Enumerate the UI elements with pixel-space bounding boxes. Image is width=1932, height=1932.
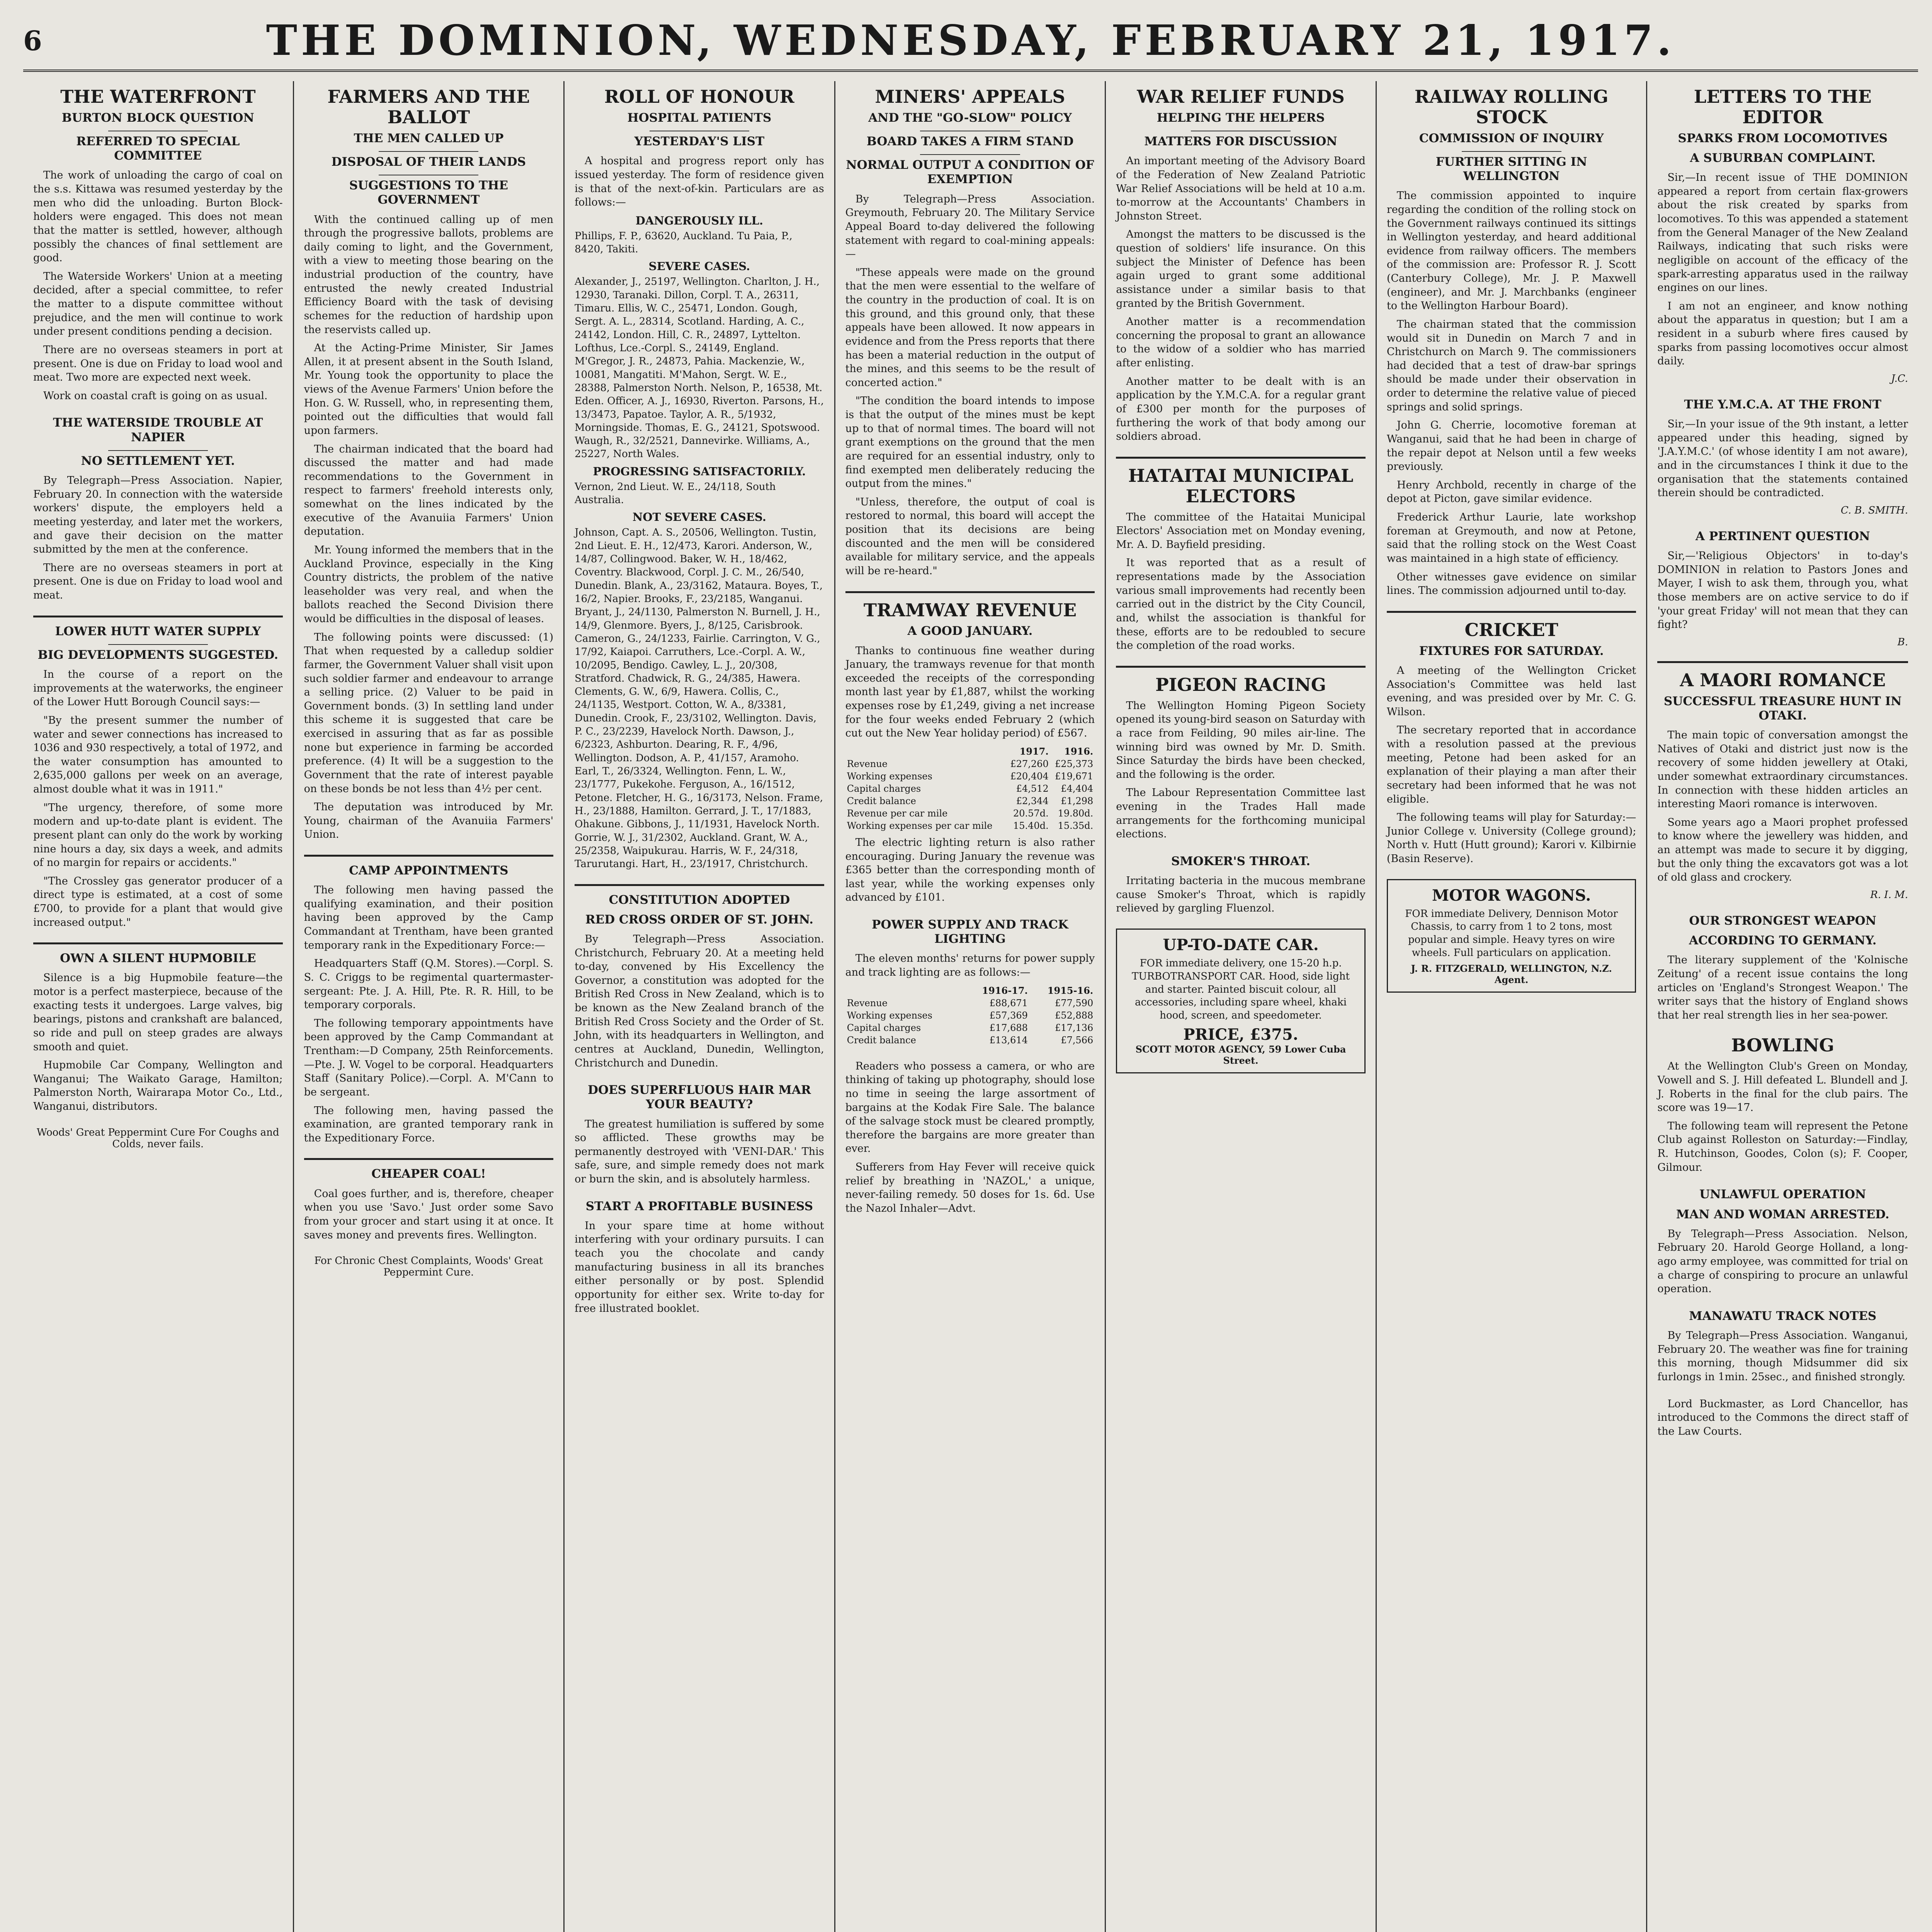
headline: THE WATERFRONT [60,86,256,107]
table-cell: Credit balance [847,795,916,806]
article-miners-appeals [845,87,1095,578]
ad-text: FOR immediate delivery, one 15-20 h.p. TURBOTRANSPORT CAR. Hood, side light and starter. Painted biscuit colour, all accessories, including spare wheel, khaki hood, screen, and speedometer. [1132,957,1350,1022]
subheadline: RED CROSS ORDER OF ST. JOHN. [585,912,814,927]
table-cell: Revenue per car mile [847,808,948,819]
article-smokers-throat [1116,854,1366,915]
ad-headline: UP-TO-DATE CAR. [1163,936,1319,954]
article-war-relief [1116,87,1366,444]
table-row [845,807,1095,820]
table-row [845,770,1095,782]
paragraph: Sir,—In recent issue of THE DOMINION appeared a report from certain flax-growers about the risk created by sparks from locomotives. To this was appended a statement from the General Manager of the New Zealand Railways, indicating that such risks were negligible on account of the efficacy of the spark-arresting apparatus used in the railway engines on our lines. [1657,172,1908,294]
paragraph: The following points were discussed: (1) That when requested by a calledup soldier farmer, the Government Valuer shall visit upon such soldier farmer and endeavour to arrange a selling price. (2) Valuer to be paid in Government bonds. (3) In settling land under this scheme it is suggested that care be exercised in assuring that as far as possible none but experience in farming be accorded preference. (4) It will be a suggestion to the Government that the rate of interest payable on these bonds be not less than 4½ per cent. [304,631,554,795]
paragraph: The following men, having passed the examination, are granted temporary rank in the Expeditionary Force. [304,1104,554,1144]
table-header [845,984,964,997]
section-rule [1116,666,1366,668]
article-camp-appointments [304,864,554,1145]
headline: OWN A SILENT HUPMOBILE [60,951,256,966]
revenue-table [845,745,1095,832]
table-row [845,782,1095,795]
paragraph: Amongst the matters to be discussed is the question of soldiers' life insurance. On this subject the Minister of Defence has been again urged to grant some additional assistance under a similar basis to that granted by the British Government. [1116,228,1366,310]
paragraph: John G. Cherrie, locomotive foreman at Wanganui, said that he had been in charge of the repair depot at Nelson until a few weeks previously. [1386,419,1636,473]
page-number: 6 [23,24,42,57]
paragraph: Mr. Young informed the members that in the Auckland Province, especially in the King Country districts, the problem of the native leaseholder was very real, and when the ballots reached the Second Division there would be difficulties in the disposal of leases. [304,544,554,625]
table-row [845,1034,1095,1046]
paragraph: The Labour Representation Committee last evening in the Trades Hall made arrangements for the forthcoming municipal elections. [1116,787,1366,840]
article-strongest-weapon [1657,914,1908,1022]
table-row [845,820,1095,832]
article-waterfront [33,87,283,403]
signature: R. I. M. [1870,889,1908,901]
paragraph: The main topic of conversation amongst the Natives of Otaki and district just now is the recovery of some hidden jewellery at Otaki, under somewhat extraordinary circumstances. In connection with these hidden articles an interesting Maori romance is interwoven. [1657,729,1908,810]
paragraph: Another matter is a recommendation concerning the proposal to grant an allowance to the widow of a soldier who has married after enlisting. [1116,316,1366,369]
subheadline: MATTERS FOR DISCUSSION [1144,134,1337,149]
paragraph: The greatest humiliation is suffered by some so afflicted. These growths may be permanently destroyed with 'VENI-DAR.' This safe, sure, and simple remedy does not mark or burn the skin, and is absolutely harmless. [575,1118,824,1185]
headline: A MAORI ROMANCE [1680,669,1886,690]
headline: THE Y.M.C.A. AT THE FRONT [1684,397,1881,412]
paragraph: There are no overseas steamers in port at present. One is due on Friday to load wool and meat. [33,561,283,602]
ad-headline: MOTOR WAGONS. [1432,886,1591,905]
section-rule [1116,457,1366,459]
table-cell: £77,590 [1055,997,1094,1009]
paragraph: Frederick Arthur Laurie, late workshop foreman at Greymouth, and now at Petone, said that the rolling stock on the West Coast was maintained in a high state of efficiency. [1386,511,1636,565]
ad-price: PRICE, £375. [1183,1025,1298,1044]
article-readers [845,1060,1095,1216]
table-cell: £52,888 [1055,1010,1094,1021]
article-hupmobile [33,951,283,1113]
paragraph: Readers who possess a camera, or who are thinking of taking up photography, should lose no time in seeing the large assortment of bargains at the Kodak Fire Sale. The balance of the salvage stock must be cleared promptly, therefore the bargains are more greater than ever. [845,1060,1095,1155]
paragraph: "These appeals were made on the ground that the men were essential to the welfare of the country in the production of coal. It is on this ground, and this ground only, that these appeals have been allowed. It now appears in evidence and from the Press reports that there has been a material reduction in the output of the mines, and this seems to be the result of concerted action." [845,266,1095,389]
paragraph: Silence is a big Hupmobile feature—the motor is a perfect masterpiece, because of the exacting tests it undergoes. Large valves, big bearings, pistons and crankshaft are balanced, so ride and pull on steep grades are always smooth and quiet. [33,972,283,1053]
table-cell: £25,373 [1055,758,1094,769]
divider [379,151,478,152]
signature: B. [1897,636,1908,648]
table-row [845,1009,1095,1022]
section-rule [1657,661,1908,663]
paragraph: Sir,—'Religious Objectors' in to-day's DOMINION in relation to Pastors Jones and Mayer, I wish to ask them, through you, what those members are on active service to do if 'your great Friday' will not mean that they can fight? [1657,550,1908,631]
subheadline: DISPOSAL OF THEIR LANDS [331,155,526,169]
table-cell: £13,614 [989,1034,1028,1046]
paragraph: In your spare time at home without interfering with your ordinary pursuits. I can teach you the chocolate and candy manufacturing business in all its branches either personally or by post. Splendid opportunity for either sex. Write to-day for free illustrated booklet. [575,1219,824,1315]
headline: POWER SUPPLY AND TRACK LIGHTING [872,918,1068,946]
casualty-list: Johnson, Capt. A. S., 20506, Wellington. Tustin, 2nd Lieut. E. H., 12/473, Karori. Anderson, W., 14/87, Collingwood. Baker, W. H., 18/462, Coventry. Blackwood, Corpl. J. C. M., 26/540, Dunedin. Blank, A., 23/3162, Mataura. Boyes, T., 16/2, Napier. Brooks, F., 23/2185, Wanganui. Bryant, J., 24/1130, Palmerston N. Burnell, J. H., 14/9, Glenmore. Byers, J., 8/125, Carisbrook. Cameron, G., 24/1233, Fairlie. Carrington, V. G., 17/92, Kaiapoi. Carruthers, Lce.-Corpl. A. W., 10/2095, Bendigo. Cawley, L. J., 20/308, Stratford. Chadwick, R. G., 24/385, Hawera. Clements, G. W., 6/9, Hawera. Collis, C., 24/1135, Westport. Cotton, W. A., 8/3381, Dunedin. Crook, F., 23/3102, Wellington. Davis, P. C., 23/2239, Havelock North. Dawson, J., 6/2323, Ashburton. Dearing, R. F., 4/96, Wellington. Dodson, A. P., 41/157, Aramoho. Earl, T., 26/3324, Wellington. Fenn, L. W., 23/1777, Pukekohe. Ferguson, A., 16/1512, Petone. Fletcher, H. G., 16/3173, Nelson. Frame, H., 23/1888, Hamilton. Gerrard, J. T., 17/1883, Ohakune. Gibbons, J., 11/1931, Havelock North. Gorrie, W. J., 31/2302, Auckland. Grant, W. A., 25/2358, Waipukurau. Harris, W. F., 24/318, Tarurutangi. Hart, H., 23/1917, Christchurch. [575,527,823,870]
subheadline: ACCORDING TO GERMANY. [1689,934,1877,948]
article-red-cross [575,893,824,1070]
headline: MINERS' APPEALS [875,86,1065,107]
table-cell: £17,688 [989,1022,1028,1033]
table-cell: 19.80d. [1058,808,1094,819]
article-hataitai [1116,466,1366,653]
subheadline: HOSPITAL PATIENTS [627,111,772,125]
table-cell: £88,671 [989,997,1028,1009]
headline: THE WATERSIDE TROUBLE AT NAPIER [53,416,263,444]
paragraph: Some years ago a Maori prophet professed to know where the jewellery was hidden, and an attempt was made to secure it by digging, but the only thing the excavators got was a lot of old glass and crockery. [1657,816,1908,884]
paragraph: The work of unloading the cargo of coal on the s.s. Kittawa was resumed yesterday by the men who did the unloading. Burton Block-holders were engaged. This does not mean that the matter is settled, however, although possibly the chances of final settlement are good. [33,169,283,264]
headline: FARMERS AND THE BALLOT [327,86,530,128]
paragraph: Sir,—In your issue of the 9th instant, a letter appeared under this heading, signed by 'J.A.Y.M.C.' (of whose identity I am not aware), and in the circumstances I think it due to the organisation that the statements contained therein should be contradicted. [1657,418,1908,499]
article-railway-stock [1387,87,1636,598]
table-cell: Revenue [847,758,888,769]
paragraph: At the Wellington Club's Green on Monday, Vowell and S. J. Hill defeated L. Blundell and J. J. Roberts in the final for the club pairs. The score was 19—17. [1657,1060,1908,1114]
divider [108,644,208,645]
paragraph: Hupmobile Car Company, Wellington and Wanganui; The Waikato Garage, Hamilton; Palmerston North, Wairarapa Motor Co., Ltd., Wanganui, distributors. [33,1059,283,1113]
article-hutt-water [33,624,283,930]
list-label: NOT SEVERE CASES. [632,510,766,524]
paragraph: The Waterside Workers' Union at a meeting decided, after a special committee, to refer the matter to a dispute committee without prejudice, and the men will continue to work under present conditions pending a decision. [33,270,283,338]
table-cell: £4,404 [1061,783,1094,794]
paragraph: "Unless, therefore, the output of coal is restored to normal, this board will accept the position that its decisions are being discounted and the men will be considered available for military service, and the appeals will be re-heard." [845,496,1095,577]
table-cell: Capital charges [847,1022,921,1033]
table-cell: Revenue [847,997,888,1009]
footer-ad: For Chronic Chest Complaints, Woods' Great Peppermint Cure. [314,1255,543,1279]
paragraph: Sufferers from Hay Fever will receive quick relief by breathing in 'NAZOL,' a unique, never-failing remedy. 50 doses for 1s. 6d. Use the Nazol Inhaler—Advt. [845,1161,1095,1214]
table-cell: Working expenses [847,770,932,782]
headline: MANAWATU TRACK NOTES [1689,1309,1877,1323]
table-cell: £57,369 [989,1010,1028,1021]
paragraph: It was reported that as a result of representations made by the Association various small improvements had recently been carried out in the district by the City Council, and, whilst the association is thankful for these, efforts are to be redoubled to secure the completion of the road works. [1116,557,1366,652]
motor-advertisement [1387,879,1636,993]
paragraph: The following temporary appointments have been approved by the Camp Commandant at Trentham:—D Company, 25th Reinforcements.—Pte. J. W. Vogel to be corporal. Headquarters Staff (Sanitary Police).—Corpl. A. M'Cann to be sergeant. [304,1017,554,1098]
paragraph: Lord Buckmaster, as Lord Chancellor, has introduced to the Commons the direct staff of the Law Courts. [1657,1398,1908,1437]
paragraph: The commission appointed to inquire regarding the condition of the rolling stock on the Government railways continued its sittings in Wellington yesterday, and heard additional evidence from railway officers. The members of the commission are: Professor R. J. Scott (Canterbury College), Mr. J. P. Maxwell (engineer), and Mr. J. Marchbanks (engineer to the Wellington Harbour Board). [1386,190,1636,312]
table-header: 1917. [1019,745,1049,757]
paragraph: Thanks to continuous fine weather during January, the tramways revenue for that month exceeded the receipts of the corresponding month last year by £1,887, whilst the working expenses rose by £1,249, giving a net increase for the four weeks ended February 2 (which cut out the New Year holiday period) of £567. [845,645,1095,740]
casualty-list: Phillips, F. P., 63620, Auckland. Tu Paia, P., 8420, Takiti. [575,230,793,255]
subheadline: NORMAL OUTPUT A CONDITION OF EXEMPTION [846,158,1094,187]
list-label: PROGRESSING SATISFACTORILY. [593,464,806,478]
column-3 [565,81,835,1932]
columns [23,81,1918,1932]
article-business-ad [575,1199,824,1316]
table-row [845,795,1095,807]
column-7 [1647,81,1918,1932]
subheadline: A SUBURBAN COMPLAINT. [1690,151,1876,165]
ad-text: FOR immediate Delivery, Dennison Motor Chassis, to carry from 1 to 2 tons, most popular and simple. Heavy tyres on wire wheels. Full particulars on application. [1405,908,1618,959]
headline: DOES SUPERFLUOUS HAIR MAR YOUR BEAUTY? [588,1083,811,1112]
paragraph: By Telegraph—Press Association. Greymouth, February 20. The Military Service Appeal Board to-day delivered the following statement with regard to coal-mining appeals:— [845,193,1095,260]
article-ymca [1657,398,1908,516]
ad-footer: SCOTT MOTOR AGENCY, 59 Lower Cuba Street. [1135,1043,1346,1066]
article-maori-romance [1657,670,1908,901]
article-power-supply [845,918,1095,1046]
subheadline: NO SETTLEMENT YET. [81,454,235,468]
table-cell: 15.35d. [1058,820,1094,831]
car-advertisement [1116,929,1366,1073]
table-header: 1916-17. [982,985,1028,996]
paragraph: Headquarters Staff (Q.M. Stores).—Corpl. S. S. C. Criggs to be regimental quartermaster-sergeant: Pte. J. A. Hill, Pte. R. R. Hill, to be temporary corporals. [304,957,554,1011]
column-5 [1106,81,1377,1932]
list-label: DANGEROUSLY ILL. [635,214,764,227]
paragraph: There are no overseas steamers in port at present. One is due on Friday to load wool and meat. Two more are expected next week. [33,344,283,384]
subheadline: YESTERDAY'S LIST [634,134,765,149]
paragraph: A meeting of the Wellington Cricket Association's Committee was held last evening, and was presided over by Mr. C. G. Wilson. [1386,664,1636,718]
subheadline: COMMISSION OF INQUIRY [1419,131,1604,145]
article-unlawful-operation [1657,1187,1908,1296]
masthead [23,12,1918,72]
article-tramway [845,600,1095,905]
paragraph: "The Crossley gas generator producer of a direct type is estimated, at a cost of some £700, to provide for a plant that would give increased output." [33,875,283,929]
subheadline: THE MEN CALLED UP [354,131,504,145]
headline: START A PROFITABLE BUSINESS [585,1199,813,1213]
paragraph: The electric lighting return is also rather encouraging. During January the revenue was £365 better than the corresponding month of last year, while the working expenses only advanced by £101. [845,836,1095,904]
paragraph: The following teams will play for Saturday:—Junior College v. University (College ground); North v. Hutt (Hutt ground); Karori v. Kilbirnie (Basin Reserve). [1386,811,1636,865]
headline: CONSTITUTION ADOPTED [609,893,790,907]
article-farmers-ballot [304,87,554,842]
paragraph: "By the present summer the number of water and sewer connections has increased to 1036 and 930 respectively, a total of 1972, and the water consumption has amounted to 2,635,000 gallons per week on an average, almost double what it was in 1911." [33,714,283,796]
paragraph: By Telegraph—Press Association. Napier, February 20. In connection with the waterside workers' dispute, the employers held a meeting yesterday, and later met the workers, and gave their decision on the matter submitted by the men at the conference. [33,474,283,556]
paragraph: The committee of the Hataitai Municipal Electors' Association met on Monday evening, Mr. A. D. Bayfield presiding. [1116,511,1366,551]
headline: CRICKET [1464,619,1558,640]
headline: PIGEON RACING [1155,674,1327,695]
headline: A PERTINENT QUESTION [1695,529,1870,543]
section-rule [304,1158,554,1160]
paragraph: By Telegraph—Press Association. Christchurch, February 20. At a meeting held to-day, convened by His Excellency the Governor, a constitution was adopted for the British Red Cross in New Zealand, which is to be known as the New Zealand branch of the British Red Cross Society and the Order of St. John, with its headquarters in Wellington, and centres at Auckland, Dunedin, Wellington, Christchurch and Dunedin. [575,933,824,1069]
headline: TRAMWAY REVENUE [863,599,1077,621]
list-label: SEVERE CASES. [648,260,750,273]
subheadline: AND THE "GO-SLOW" POLICY [868,111,1072,125]
divider [108,450,208,451]
article-cricket [1387,620,1636,866]
headline: CAMP APPOINTMENTS [349,864,509,878]
article-letters [1657,87,1908,384]
paper-title: THE DOMINION, WEDNESDAY, FEBRUARY 21, 1917. [266,16,1675,65]
divider [1462,151,1561,152]
subheadline: HELPING THE HELPERS [1156,111,1325,125]
paragraph: The eleven months' returns for power supply and track lighting are as follows:— [845,952,1095,979]
paragraph: Henry Archbold, recently in charge of the depot at Picton, gave similar evidence. [1386,479,1636,505]
table-cell: 15.40d. [1013,820,1049,831]
subheadline: BURTON BLOCK QUESTION [61,111,254,125]
subheadline: BIG DEVELOPMENTS SUGGESTED. [37,648,278,662]
table-cell: £4,512 [1016,783,1049,794]
paragraph: The chairman indicated that the board had discussed the matter and had made recommendations to the Government in respect to farmers' freehold interests only, somewhat on the lines indicated by the executive of the Avanuiia Farmers' Union deputation. [304,443,554,538]
signature: J.C. [1891,372,1908,384]
article-roll-of-honour [575,87,824,871]
paragraph: The deputation was introduced by Mr. Young, chairman of the Avanuiia Farmers' Union. [304,801,554,841]
section-rule [304,855,554,857]
headline: WAR RELIEF FUNDS [1137,86,1345,107]
table-header: 1916. [1064,745,1094,757]
paragraph: With the continued calling up of men through the progressive ballots, problems are daily coming to light, and the Government, with a view to meeting those bearing on the industrial production of the country, have entrusted the newly created Industrial Efficiency Board with the task of devising schemes for the reduction of hardship upon the reservists called up. [304,213,554,336]
paragraph: The Wellington Homing Pigeon Society opened its young-bird season on Saturday with a race from Feilding, 90 miles air-line. The winning bird was owned by Mr. D. Smith. Since Saturday the birds have been checked, and the following is the order. [1116,699,1366,781]
column-6 [1377,81,1648,1932]
table-cell: £7,566 [1061,1034,1094,1046]
paragraph: The following men having passed the qualifying examination, and their position having been approved by the Camp Commandant at Trentham, have been granted temporary rank in the Expeditionary Force:— [304,884,554,951]
section-rule [1387,611,1636,613]
paragraph: Coal goes further, and is, therefore, cheaper when you use 'Savo.' Just order some Savo from your grocer and start using it at once. It saves money and prevents fires. Wellington. [304,1187,554,1241]
divider [920,154,1020,155]
headline: CHEAPER COAL! [371,1167,486,1181]
paragraph: The following team will represent the Petone Club against Rolleston on Saturday:—Findlay, R. Hutchinson, Goodes, Colon (s); F. Cooper, Gilmour. [1657,1120,1908,1173]
column-1 [23,81,294,1932]
table-cell: 20.57d. [1013,808,1049,819]
paragraph: A hospital and progress report only has issued yesterday. The form of residence given is that of the next-of-kin. Particulars are as follows:— [575,155,824,209]
table-header-row [845,984,1095,997]
headline: LETTERS TO THE EDITOR [1694,86,1872,128]
section-rule [575,884,824,886]
table-header: 1915-16. [1047,985,1094,996]
paragraph: The literary supplement of the 'Kolnische Zeitung' of a recent issue contains the long articles on 'England's Strongest Weapon.' The writer says that the history of England shows that her real strength lies in her sea-power. [1657,954,1908,1021]
table-header-row [845,745,1095,758]
article-track-notes [1657,1309,1908,1384]
table-row [845,758,1095,770]
casualty-list: Alexander, J., 25197, Wellington. Charlton, J. H., 12930, Taranaki. Dillon, Corpl. T. A., 26311, Timaru. Ellis, W. C., 25471, London. Gough, Sergt. A. L., 28314, Scotland. Harding, A. C., 24142, London. Hill, C. R., 24897, Lyttelton. Lofthus, Lce.-Corpl. S., 24149, England. M'Gregor, J. R., 24873, Pahia. Mackenzie, W., 10081, Mangatiti. M'Mahon, Sergt. W. E., 28388, Palmerston North. Nelson, P., 16538, Mt. Eden. Officer, A. J., 16930, Riverton. Parsons, H., 13/3473, Papatoe. Taylor, A. R., 5/1932, Morningside. Thomas, E. G., 24121, Spotswood. Waugh, R., 32/2521, Dannevirke. Williams, A., 25227, North Wales. [575,276,824,460]
paragraph: An important meeting of the Advisory Board of the Federation of New Zealand Patriotic War Relief Associations will be held at 10 a.m. to-morrow at the Accountants' Chambers in Johnston Street. [1116,155,1366,222]
subheadline: FIXTURES FOR SATURDAY. [1419,644,1604,658]
table-row [845,1022,1095,1034]
subheadline: SPARKS FROM LOCOMOTIVES [1678,131,1888,145]
table-cell: Credit balance [847,1034,916,1046]
section-rule [33,942,283,944]
article-hair-ad [575,1083,824,1186]
headline: ROLL OF HONOUR [604,86,794,107]
paragraph: "The urgency, therefore, of some more modern and up-to-date plant is evident. The present plant can only do the work by working nine hours a day, six days a week, and admits of no margin for repairs or accidents." [33,801,283,869]
article-dominion-note [1657,1397,1908,1439]
power-table [845,984,1095,1046]
ad-footer: J. R. FITZGERALD, WELLINGTON, N.Z. Agent. [1411,963,1612,985]
paragraph: I am not an engineer, and know nothing about the apparatus in question; but I am a resident in a suburb where fires caused by sparks from passing locomotives occur almost daily. [1657,300,1908,367]
table-cell: £27,260 [1010,758,1049,769]
headline: UNLAWFUL OPERATION [1699,1187,1866,1202]
column-4 [835,81,1106,1932]
table-cell: Working expenses per car mile [847,820,993,831]
subheadline: A GOOD JANUARY. [907,624,1033,638]
footer-ad: Woods' Great Peppermint Cure For Coughs and Colds, never fails. [36,1126,279,1150]
paragraph: The chairman stated that the commission would sit in Dunedin on March 7 and in Christchurch on March 9. The commissioners had decided that a test of draw-bar springs should be made under their observation in order to determine the relative value of pieced springs and solid springs. [1386,318,1636,413]
subheadline: REFERRED TO SPECIAL COMMITTEE [76,134,240,163]
casualty-list: Vernon, 2nd Lieut. W. E., 24/118, South Australia. [575,481,776,506]
subheadline: BOARD TAKES A FIRM STAND [866,134,1074,149]
headline: LOWER HUTT WATER SUPPLY [55,624,261,638]
paragraph: Irritating bacteria in the mucous membrane cause Smoker's Throat, which is rapidly relieved by gargling Fluenzol. [1116,875,1366,915]
paragraph: The secretary reported that in accordance with a resolution passed at the previous meeting, Petone had been asked for an explanation of their playing a man after their secretary had been informed that he was not eligible. [1386,724,1636,805]
section-rule [33,616,283,617]
table-cell: £19,671 [1055,770,1094,782]
headline: RAILWAY ROLLING STOCK [1414,86,1609,128]
table-cell: £20,404 [1010,770,1049,782]
headline: OUR STRONGEST WEAPON [1689,913,1877,928]
paragraph: By Telegraph—Press Association. Wanganui, February 20. The weather was fine for training this morning, though Midsummer did six furlongs in 1min. 25sec., and finished strongly. [1657,1330,1908,1383]
article-pigeon-racing [1116,675,1366,841]
article-napier [33,416,283,602]
article-cheaper-coal [304,1167,554,1242]
paragraph: By Telegraph—Press Association. Nelson, February 20. Harold George Holland, a long-ago army employee, was committed for trial on a charge of conspiring to procure an unlawful operation. [1657,1228,1908,1295]
table-cell: Capital charges [847,783,921,794]
headline: HATAITAI MUNICIPAL ELECTORS [1128,465,1354,507]
signature: C. B. SMITH. [1840,504,1908,516]
headline: BOWLING [1731,1035,1835,1056]
article-bowling [1657,1035,1908,1174]
column-2 [294,81,565,1932]
paragraph: "The condition the board intends to impose is that the output of the mines must be kept up to that of normal times. The board will not grant exemptions on the ground that the men are required for an essential industry, only to find exempted men deliberately reducing the output from the mines." [845,395,1095,490]
subheadline: SUGGESTIONS TO THE GOVERNMENT [349,179,509,207]
table-row [845,997,1095,1009]
table-header [845,745,1005,758]
table-cell: £2,344 [1016,795,1049,806]
table-cell: £17,136 [1055,1022,1094,1033]
paragraph: At the Acting-Prime Minister, Sir James Allen, it at present absent in the South Island, Mr. Young took the opportunity to place the views of the Avenue Farmers' Union before the Hon. G. W. Russell, who, in representing them, pointed out the difficulties that would fall upon farmers. [304,342,554,437]
subheadline: SUCCESSFUL TREASURE HUNT IN OTAKI. [1663,694,1902,723]
paragraph: Another matter to be dealt with is an application by the Y.M.C.A. for a regular grant of £300 per month for the purposes of furthering the work of that body among our soldiers abroad. [1116,375,1366,443]
table-cell: Working expenses [847,1010,932,1021]
headline: SMOKER'S THROAT. [1171,854,1311,868]
subheadline: MAN AND WOMAN ARRESTED. [1676,1207,1889,1221]
article-pertinent-question [1657,529,1908,648]
paragraph: Other witnesses gave evidence on similar lines. The commission adjourned until to-day. [1386,571,1636,597]
subheadline: FURTHER SITTING IN WELLINGTON [1435,155,1587,184]
paragraph: Work on coastal craft is going on as usual. [43,389,268,402]
section-rule [845,591,1095,593]
paragraph: In the course of a report on the improvements at the waterworks, the engineer of the Lower Hutt Borough Council says:— [33,668,283,708]
table-cell: £1,298 [1061,795,1094,806]
